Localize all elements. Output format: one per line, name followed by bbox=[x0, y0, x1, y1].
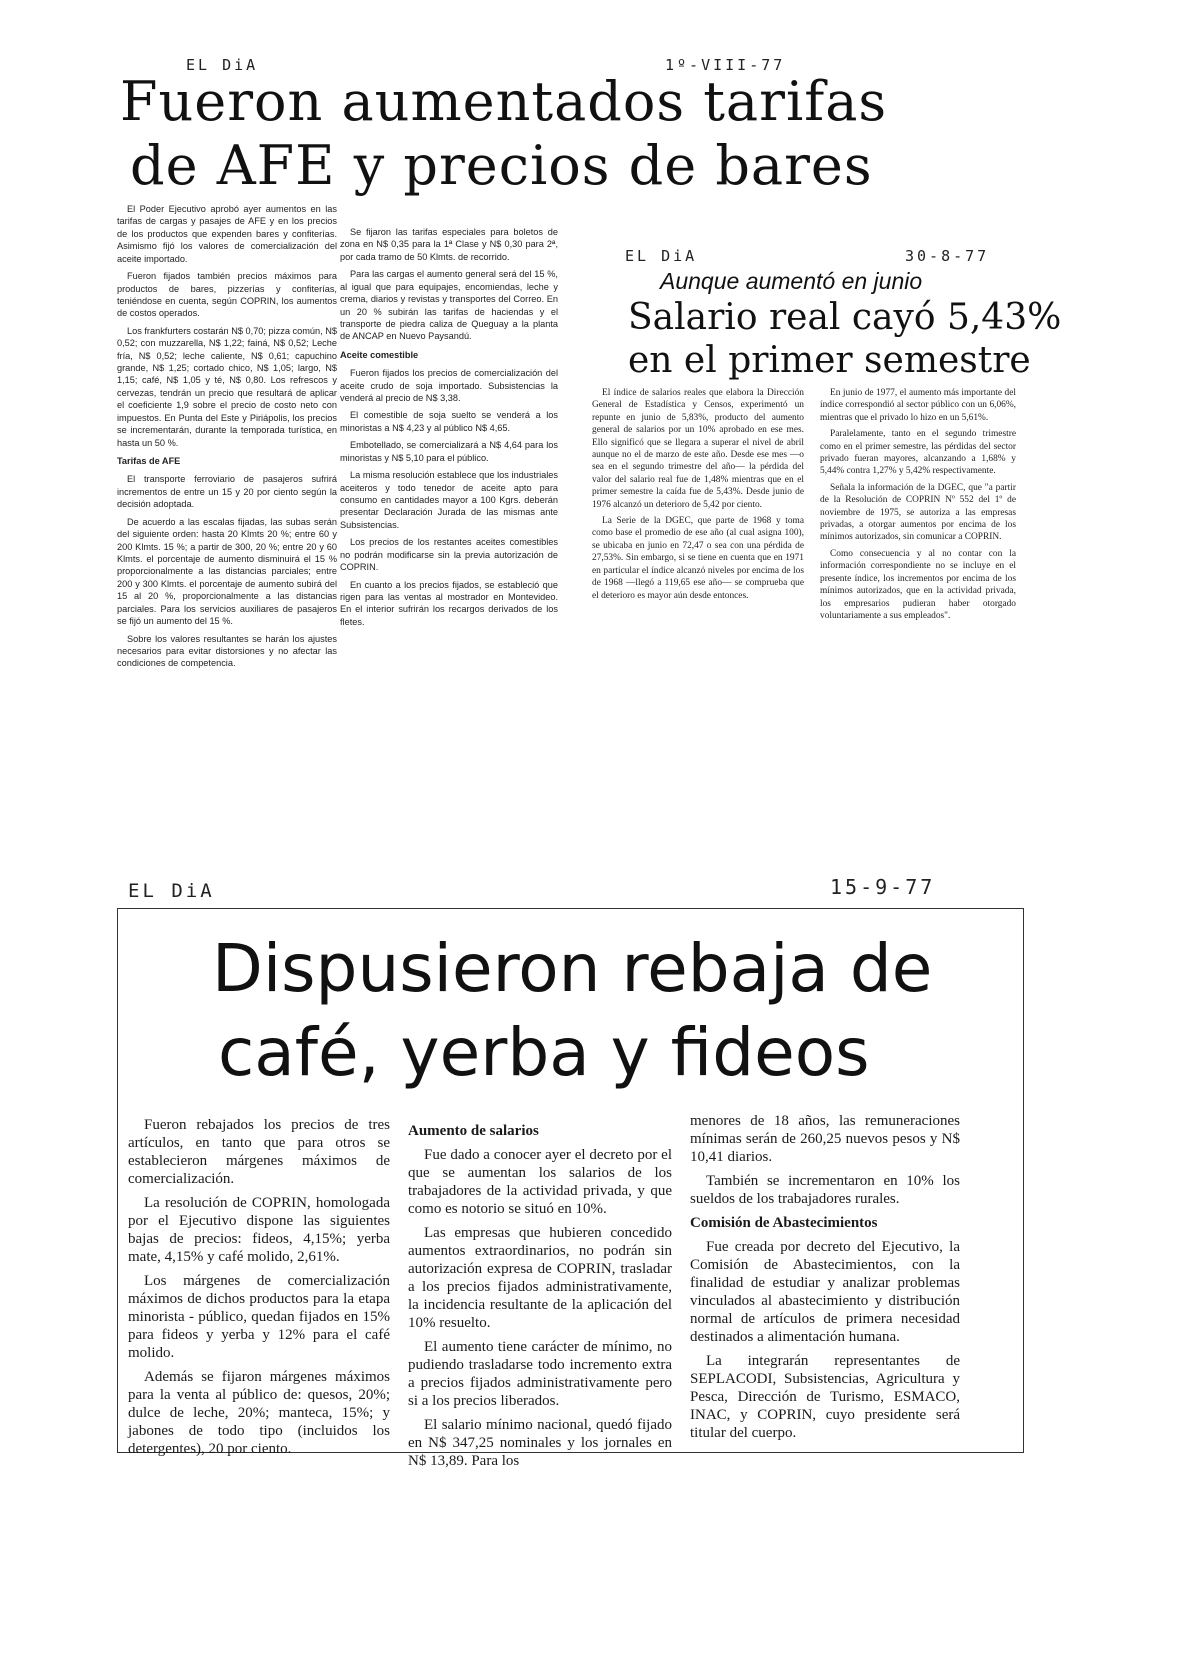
paragraph: El comestible de soja suelto se venderá a los minoristas a N$ 4,23 y al público N$ 4,65. bbox=[340, 410, 558, 433]
paragraph: Paralelamente, tanto en el segundo trimestre como en el primer semestre, las pérdidas del sector privado fueran mayores, alcanzando a 1,68% y 5,44% contra 1,27% y 5,42% respectivamente. bbox=[820, 429, 1016, 477]
paragraph: Además se fijaron márgenes máximos para la venta al público de: quesos, 20%; dulce de leche, 20%; manteca, 15%; y jabones de todo tipo (incluidos los detergentes), 20 por ciento. bbox=[128, 1369, 390, 1457]
paragraph: En cuanto a los precios fijados, se estableció que rigen para las ventas al mostrador en Montevideo. En el interior sufrirán los recargos derivados de los fletes. bbox=[340, 579, 558, 627]
subheading-tarifas-afe: Tarifas de AFE bbox=[117, 456, 181, 467]
paragraph: Para las cargas el aumento general será del 15 %, al igual que para equipajes, encomiendas, leche y crema, diarios y revistas y transportes del Correo. En un 20 % subirán las tarifas de haciendas y el transporte de piedra caliza de Queguay a la planta de ANCAP en Nuevo Paysandú. bbox=[340, 269, 558, 342]
paragraph: Los márgenes de comercialización máximos de dichos productos para la etapa minorista - público, quedan fijados en 15% para fideos y yerba y 12% para el café molido. bbox=[128, 1273, 390, 1361]
paragraph: Sobre los valores resultantes se harán los ajustes necesarios para evitar distorsiones y no afectar las condiciones de competencia. bbox=[117, 633, 337, 669]
paragraph: Se fijaron las tarifas especiales para boletos de zona en N$ 0,35 para la 1ª Clase y N$ 0,30 para 2ª, por cada tramo de 50 Klmts. de recorrido. bbox=[340, 227, 558, 262]
paragraph: La misma resolución establece que los industriales aceiteros y todo tenedor de aceite apto para consumo en cantidades mayor a 100 Kgrs. deberán presentar Declaración Jurada de las mismas ante Subsistencias. bbox=[340, 470, 558, 530]
article3-headline-line1: Dispusieron rebaja de bbox=[212, 930, 933, 1007]
paragraph: Fueron fijados los precios de comercialización del aceite crudo de soja importado. Subsistencias la venderá al precio de N$ 3,38. bbox=[340, 368, 558, 404]
paragraph: menores de 18 años, las remuneraciones mínimas serán de 260,25 nuevos pesos y N$ 10,41 diarios. bbox=[690, 1113, 960, 1165]
subheading-aumento-salarios: Aumento de salarios bbox=[408, 1123, 539, 1139]
article1-column-1 bbox=[117, 203, 337, 675]
article3-column-3 bbox=[690, 1112, 960, 1448]
article2-headline-line1: Salario real cayó 5,43% bbox=[628, 297, 1062, 338]
paragraph: Embotellado, se comercializará a N$ 4,64 para los minoristas y N$ 5,10 para el público. bbox=[340, 440, 558, 463]
article3-paper-name: EL DiA bbox=[128, 880, 215, 902]
article2-kicker: Aunque aumentó en junio bbox=[660, 268, 923, 294]
article1-column-2 bbox=[340, 226, 558, 633]
paragraph: Fueron fijados también precios máximos para productos de bares, pizzerías y confiterías, teniéndose en cuenta, según COPRIN, los aumentos de costos operados. bbox=[117, 271, 337, 319]
paragraph: De acuerdo a las escalas fijadas, las subas serán del siguiente orden: hasta 20 Klmts 20 %; entre 60 y 200 Klmts. 15 %; a partir de 300, 20 %; entre 20 y 60 Klmts. el porcentaje de aumento disminuirá el 15 % proporcionalmente a las distancias parciales; entre 200 y 300 Klmts. el porcentaje de aumento subirá del 15 al 20 %, proporcionalmente a las distancias parciales. Para los servicios auxiliares de pasajeros se fijó un aumento del 15 %. bbox=[117, 516, 337, 627]
paragraph: Como consecuencia y al no contar con la información correspondiente no se incluye en el presente índice, los incrementos por encima de los mínimos autorizados, que en la actividad privada, los empresarios pudieran haber otorgado voluntariamente a sus empleados". bbox=[820, 548, 1016, 621]
paragraph: Los precios de los restantes aceites comestibles no podrán modificarse sin la previa autorización de COPRIN. bbox=[340, 537, 558, 573]
paragraph: Las empresas que hubieren concedido aumentos extraordinarios, no podrán sin autorización expresa de COPRIN, trasladar a los precios fijados administrativamente, la incidencia resultante de la aplicación del 10% resuelto. bbox=[408, 1225, 672, 1331]
paragraph: La resolución de COPRIN, homologada por el Ejecutivo dispone las siguientes bajas de precios: fideos, 4,15%; yerba mate, 4,15% y café molido, 2,61%. bbox=[128, 1195, 390, 1265]
paragraph: La Serie de la DGEC, que parte de 1968 y toma como base el promedio de ese año (al cual asigna 100), se ubicaba en junio en 72,47 o sea con una pérdida de 27,53%. Sin embargo, si se tiene en cuenta que en 1971 en particular el índice alcanzó niveles por encima de los de 1968 —llegó a 119,65 ese año— se comprueba que el deterioro es mayor aún desde entonces. bbox=[592, 516, 804, 601]
paragraph: En junio de 1977, el aumento más importante del índice correspondió al sector público con un 6,06%, mientras que el privado lo hizo en un 5,61%. bbox=[820, 388, 1016, 423]
article2-headline-line2: en el primer semestre bbox=[628, 340, 1031, 381]
paragraph: El aumento tiene carácter de mínimo, no pudiendo trasladarse todo incremento extra a precios fijados administrativamente pero si a los precios liberados. bbox=[408, 1339, 672, 1409]
article3-column-1 bbox=[128, 1116, 390, 1464]
paragraph: El salario mínimo nacional, quedó fijado en N$ 347,25 nominales y los jornales en N$ 13,89. Para los bbox=[408, 1417, 672, 1469]
paragraph: Fue dado a conocer ayer el decreto por el que se aumentan los salarios de los trabajadores de la actividad privada, y que como es notorio se situó en 10%. bbox=[408, 1147, 672, 1217]
paragraph: La integrarán representantes de SEPLACODI, Subsistencias, Agricultura y Pesca, Dirección de Turismo, ESMACO, INAC, y COPRIN, cuyo presidente será titular del cuerpo. bbox=[690, 1353, 960, 1441]
paragraph: El índice de salarios reales que elabora la Dirección General de Estadística y Censos, experimentó un repunte en junio de 5,83%, producto del aumento general de salarios por un 10% aprobado en ese mes. Ello significó que se llegara a superar el nivel de abril aunque no el de marzo de este año. Desde ese mes —o sea en el segundo trimestre del año— la pérdida del valor del salario real fue de 1,48% mientras que en el primer semestre la caída fue de 5,43%. Desde junio de 1976 alcanzó un deterioro de 5,42 por ciento. bbox=[592, 388, 804, 510]
paragraph: Fue creada por decreto del Ejecutivo, la Comisión de Abastecimientos, con la finalidad de estudiar y analizar problemas vinculados al abastecimiento y distribución normal de artículos de primera necesidad destinados a alimentación humana. bbox=[690, 1239, 960, 1345]
article3-date: 15-9-77 bbox=[830, 875, 936, 899]
article1-headline-line2: de AFE y precios de bares bbox=[130, 134, 873, 197]
paragraph: El Poder Ejecutivo aprobó ayer aumentos en las tarifas de cargas y pasajes de AFE y en los precios de los productos que expenden bares y confiterías. Asimismo fijó los valores de comercialización del aceite importado. bbox=[117, 204, 337, 264]
paragraph: Señala la información de la DGEC, que "a partir de la Resolución de COPRIN Nº 552 del 1º de noviembre de 1975, se autoriza a las empresas privadas, a otorgar aumentos por encima de los mínimos autorizados, sin comunicar a COPRIN. bbox=[820, 482, 1016, 543]
subheading-aceite-comestible: Aceite comestible bbox=[340, 349, 419, 360]
paragraph: Fueron rebajados los precios de tres artículos, en tanto que para otros se establecieron márgenes máximos de comercialización. bbox=[128, 1117, 390, 1187]
paragraph: Los frankfurters costarán N$ 0,70; pizza común, N$ 0,52; con muzzarella, N$ 1,22; fainá, N$ 0,52; Leche fría, N$ 0,52; leche caliente, N$ 0,61; capuchino grande, N$ 1,25; cortado chico, N$ 1,05; largo, N$ 1,15; café, N$ 1,05 y té, N$ 0,80. Los refrescos y cervezas, tendrán un precio que resultará de aplicar el coeficiente 1,9 sobre el precio de costo neto con impuestos. En Punta del Este y Piriápolis, los precios se incrementarán, durante la temporada turística, en hasta un 50 %. bbox=[117, 325, 337, 448]
subheading-comision-abastecimientos: Comisión de Abastecimientos bbox=[690, 1215, 878, 1231]
article3-headline-line2: café, yerba y fideos bbox=[218, 1014, 870, 1091]
article1-paper-name: EL DiA bbox=[186, 56, 259, 74]
article2-date: 30-8-77 bbox=[905, 247, 990, 265]
article1-date: 1º-VIII-77 bbox=[665, 56, 786, 74]
article3-column-2 bbox=[408, 1116, 672, 1476]
article1-headline-line1: Fueron aumentados tarifas bbox=[120, 70, 888, 133]
article2-paper-name: EL DiA bbox=[625, 247, 698, 265]
article2-column-1 bbox=[592, 387, 804, 606]
paragraph: También se incrementaron en 10% los sueldos de los trabajadores rurales. bbox=[690, 1173, 960, 1207]
article2-column-2 bbox=[820, 387, 1016, 626]
paragraph: El transporte ferroviario de pasajeros sufrirá incrementos de entre un 15 y 20 por ciento según la decisión adoptada. bbox=[117, 474, 337, 510]
